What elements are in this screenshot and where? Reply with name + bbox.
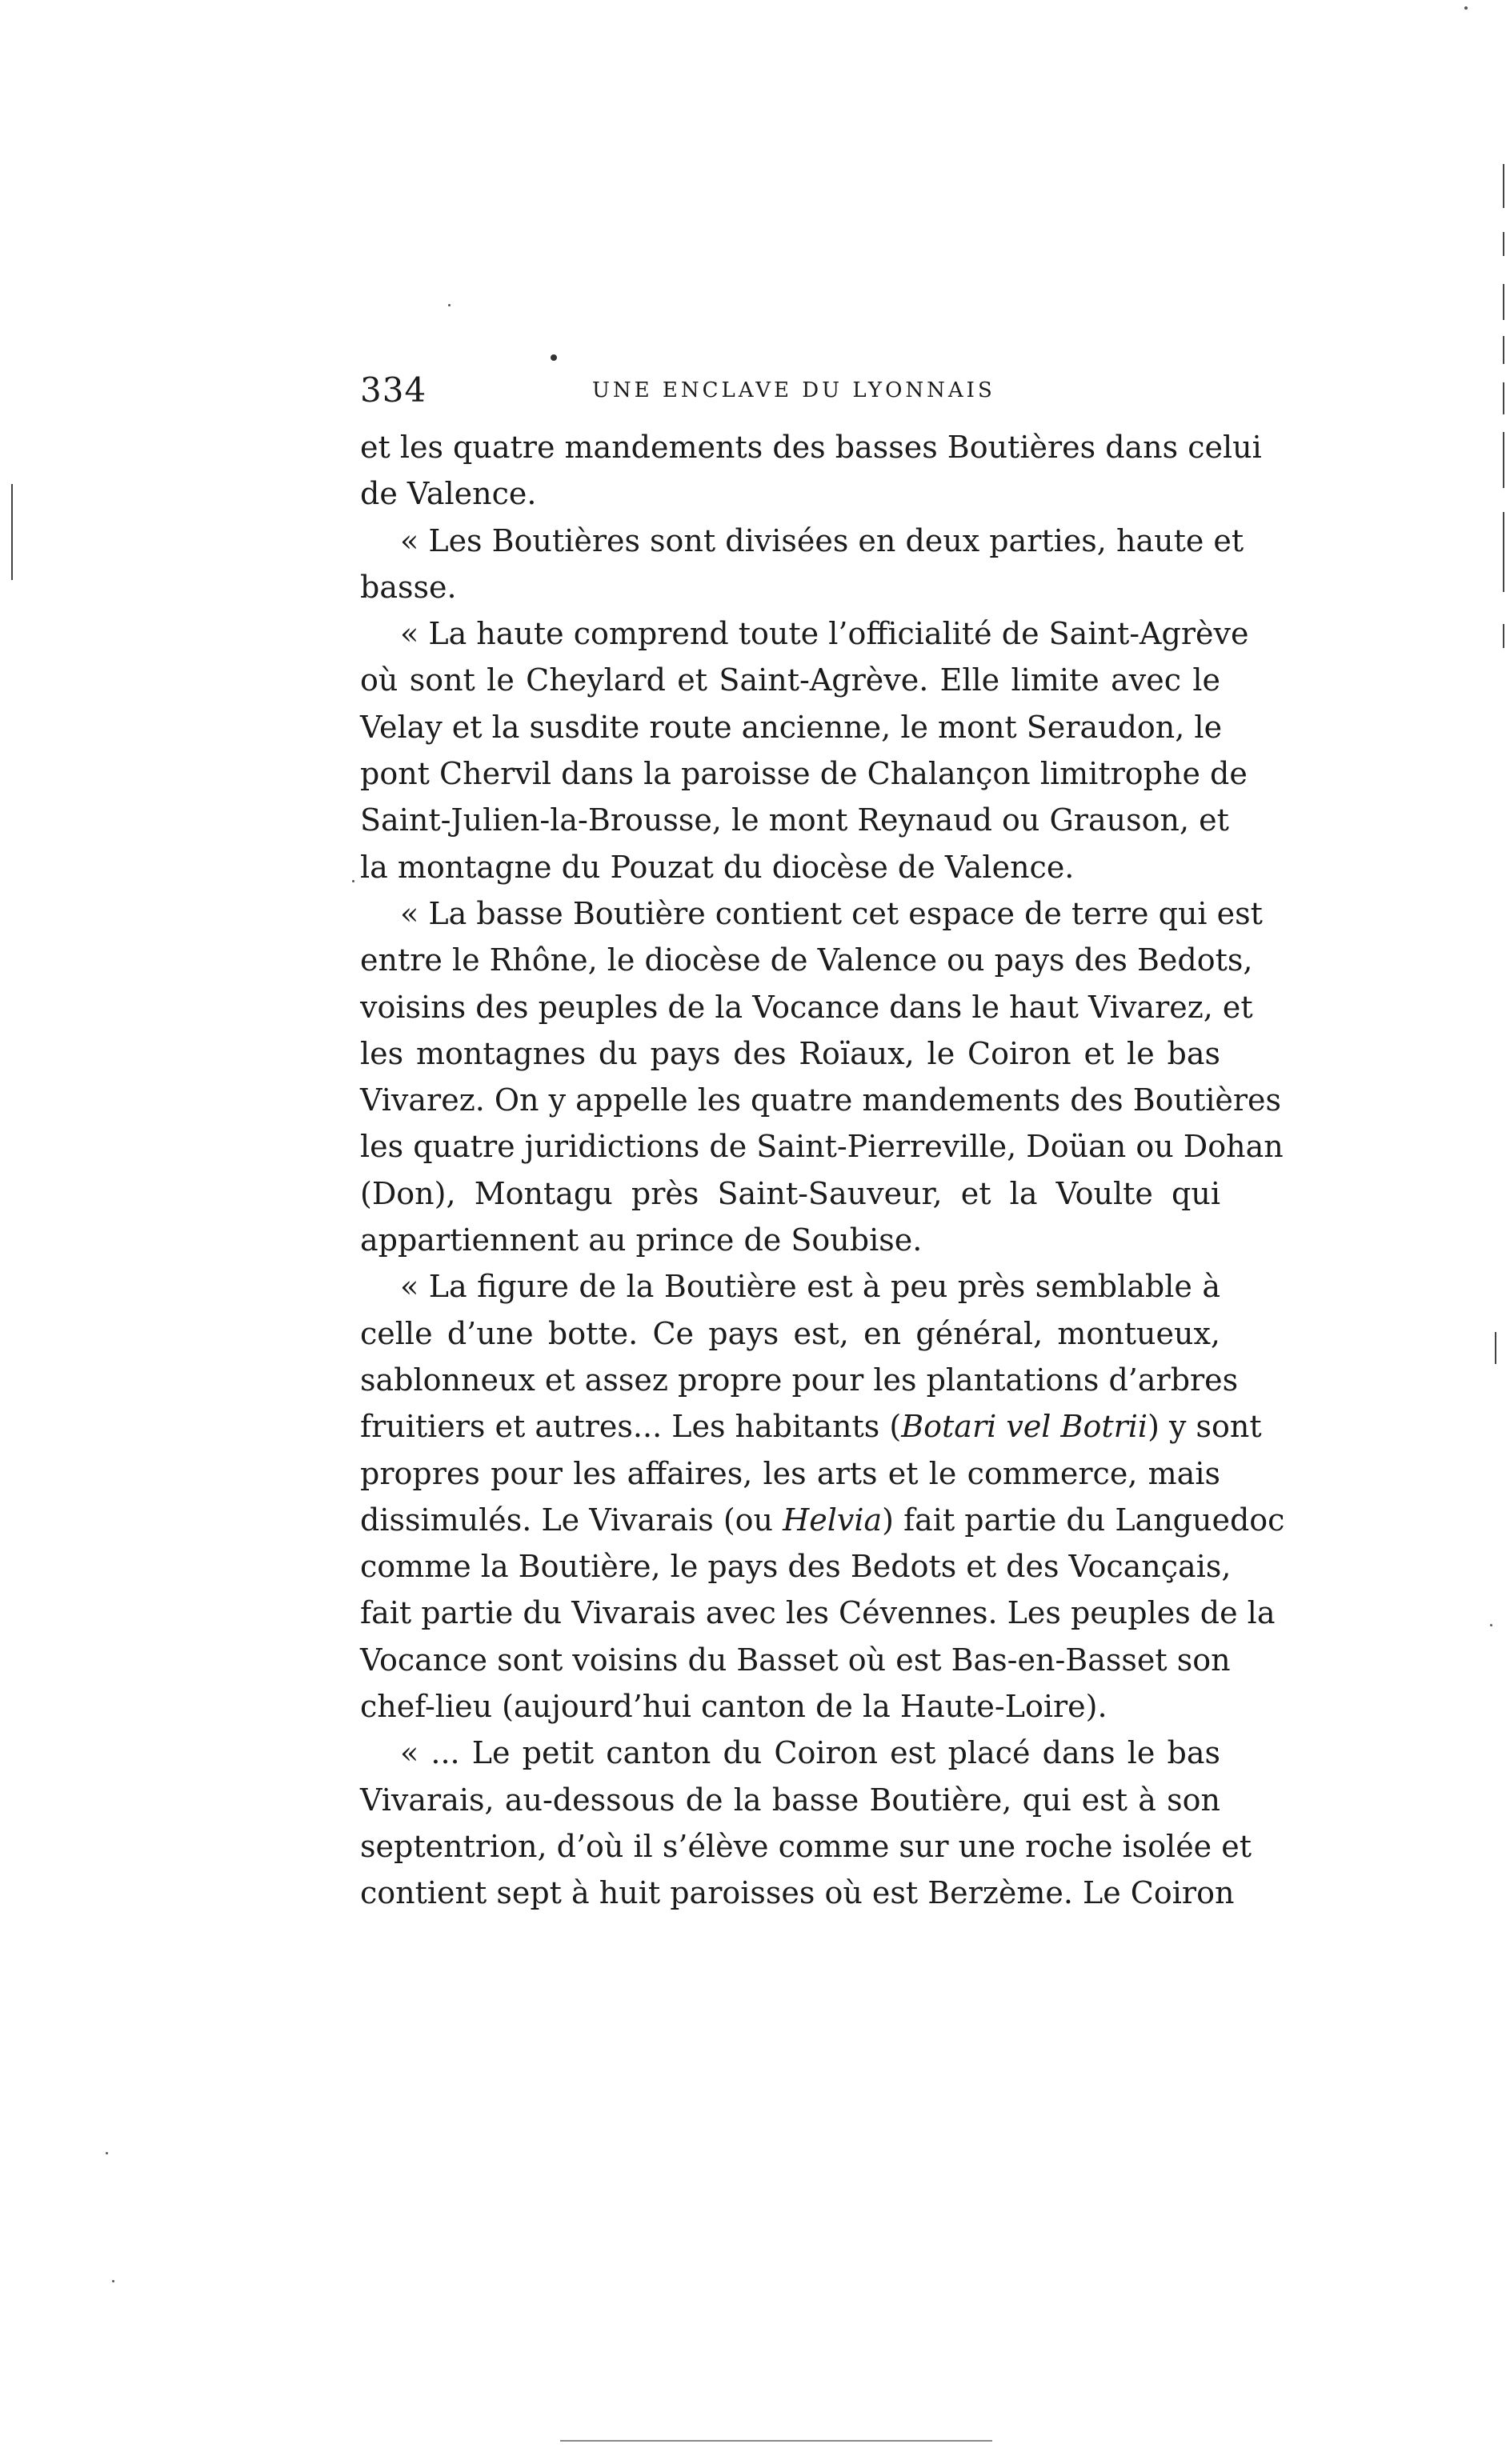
text-line: basse. — [360, 569, 457, 605]
scan-margin-mark — [1503, 432, 1504, 488]
text-line: Saint-Julien-la-Brousse, le mont Reynaud ou Grauson, et — [360, 802, 1229, 838]
text-line: « Les Boutières sont divisées en deux parties, haute et — [400, 522, 1244, 558]
text-line: voisins des peuples de la Vocance dans le haut Vivarez, et — [360, 989, 1253, 1025]
text-line: pont Chervil dans la paroisse de Chalançon limitrophe de — [360, 756, 1248, 792]
text-line: comme la Boutière, le pays des Bedots et des Vocançais, — [360, 1549, 1232, 1585]
text-line: « La basse Boutière contient cet espace de terre qui est — [400, 895, 1263, 931]
scan-margin-mark — [1503, 512, 1504, 592]
scan-margin-mark — [1503, 232, 1504, 256]
ink-speck — [448, 304, 451, 306]
text-segment: ) fait partie du Languedoc — [882, 1502, 1285, 1538]
text-line: septentrion, d’où il s’élève comme sur une roche isolée et — [360, 1828, 1252, 1864]
page-number: 334 — [360, 370, 427, 410]
text-line-with-italic — [360, 1497, 1285, 1543]
text-line: fait partie du Vivarais avec les Cévennes. Les peuples de la — [360, 1595, 1276, 1631]
text-line: « La figure de la Boutière est à peu près semblable à — [400, 1269, 1220, 1305]
text-segment: dissimulés. Le Vivarais (ou — [360, 1502, 783, 1538]
text-segment: fruitiers et autres... Les habitants ( — [360, 1409, 902, 1445]
ink-speck — [352, 880, 354, 882]
text-line: où sont le Cheylard et Saint-Agrève. Elle limite avec le — [360, 662, 1220, 698]
text-line: Vivarais, au-dessous de la basse Boutière, qui est à son — [360, 1782, 1220, 1818]
ink-speck — [1464, 6, 1468, 10]
scan-margin-mark — [1503, 382, 1504, 414]
text-line: de Valence. — [360, 476, 537, 512]
text-line: propres pour les affaires, les arts et le commerce, mais — [360, 1455, 1220, 1491]
text-line: les montagnes du pays des Roïaux, le Coiron et le bas — [360, 1035, 1220, 1071]
scan-margin-mark — [11, 484, 13, 580]
running-head — [360, 366, 1224, 414]
text-line: contient sept à huit paroisses où est Berzème. Le Coiron — [360, 1875, 1235, 1911]
ink-speck — [106, 2152, 108, 2154]
text-line: Vivarez. On y appelle les quatre mandements des Boutières — [360, 1082, 1282, 1118]
text-line: (Don), Montagu près Saint-Sauveur, et la Voulte qui — [360, 1175, 1220, 1211]
italic-phrase: Helvia — [783, 1502, 883, 1538]
text-line: et les quatre mandements des basses Boutières dans celui — [360, 430, 1262, 465]
running-title: UNE ENCLAVE DU LYONNAIS — [592, 378, 995, 402]
text-segment: ) y sont — [1148, 1409, 1262, 1445]
scan-margin-mark — [1495, 1332, 1496, 1364]
text-line: sablonneux et assez propre pour les plantations d’arbres — [360, 1362, 1239, 1398]
scan-margin-mark — [1503, 284, 1504, 320]
ink-speck — [551, 354, 557, 361]
text-line: Vocance sont voisins du Basset où est Bas-en-Basset son — [360, 1642, 1231, 1678]
text-line: « ... Le petit canton du Coiron est placé dans le bas — [400, 1735, 1220, 1771]
text-line: entre le Rhône, le diocèse de Valence ou pays des Bedots, — [360, 942, 1253, 978]
text-line: les quatre juridictions de Saint-Pierreville, Doüan ou Dohan — [360, 1129, 1284, 1165]
text-line: celle d’une botte. Ce pays est, en général, montueux, — [360, 1315, 1220, 1351]
scan-margin-mark — [1503, 336, 1504, 364]
text-line: chef-lieu (aujourd’hui canton de la Haute-Loire). — [360, 1689, 1107, 1725]
scan-margin-mark — [1503, 164, 1504, 208]
text-line-with-italic — [360, 1403, 1262, 1450]
ink-speck — [112, 2280, 114, 2282]
text-line: la montagne du Pouzat du diocèse de Valence. — [360, 849, 1075, 885]
ink-speck — [1490, 1624, 1492, 1626]
scan-margin-mark — [1503, 624, 1504, 648]
body-text — [360, 424, 1285, 1917]
text-line: « La haute comprend toute l’officialité de Saint-Agrève — [400, 616, 1249, 652]
text-line: Velay et la susdite route ancienne, le mont Seraudon, le — [360, 709, 1223, 745]
italic-phrase: Botari vel Botrii — [901, 1409, 1148, 1445]
scan-edge-rule — [560, 2440, 992, 2442]
text-line: appartiennent au prince de Soubise. — [360, 1222, 923, 1258]
